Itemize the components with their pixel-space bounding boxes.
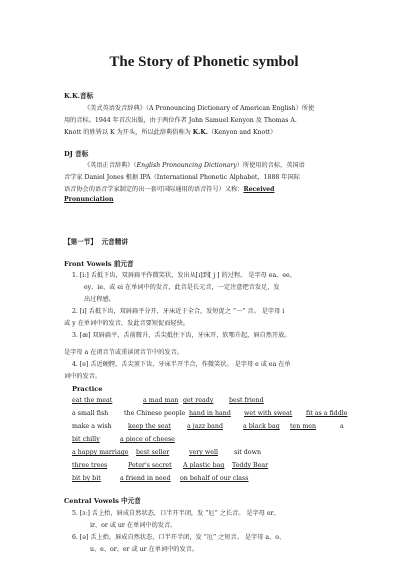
practice-phrase: eat the meat [72, 397, 113, 404]
practice-phrase: on behalf of our class [180, 475, 249, 482]
kk-line-3 [64, 127, 276, 136]
practice-phrase: keep the seat [128, 423, 171, 430]
practice-phrase: the Chinese people [124, 410, 186, 417]
practice-phrase: best friend [229, 397, 264, 404]
central-line-2: ir、or 或 ur 在单词中的发音。 [90, 522, 177, 529]
dj-line-3 [64, 184, 274, 193]
front-line-9: 词中的发音。 [64, 373, 102, 380]
practice-phrase: a mad man [143, 397, 179, 404]
kk-line-3-text: Knott 的姓皆以 K 为开头，所以此辞典俗称为 [64, 129, 193, 136]
practice-phrase: get ready [183, 397, 214, 404]
kk-line-3-end: （Kenyon and Knott） [207, 129, 277, 136]
practice-phrase: a jazz band [187, 423, 223, 430]
practice-phrase: a piece of cheese [120, 436, 175, 443]
front-line-4: 2. [ɪ] 舌抵下齿，双唇扁平分开，牙床近于全合，发短促之 “一” 音。 是字母 i [72, 308, 285, 315]
practice-phrase: Teddy Bear [232, 462, 269, 469]
front-line-5: 或 y 在单词中的发音，发此音要短促而轻快。 [64, 320, 189, 327]
practice-phrase: ten men [290, 423, 317, 430]
section-heading [64, 236, 128, 246]
practice-phrase: three trees [72, 462, 108, 469]
page-title: The Story of Phonetic symbol [109, 54, 299, 70]
dj-line-3-text: 语音协会的语音学家制定的出一套可国际通用的语音符号）又称： [64, 186, 244, 193]
dj-line-2: 音学家 Daniel Jones 根据 IPA（International Phonetic Alphabet，1888 年国际 [64, 174, 300, 181]
central-line-1: 5. [ɜː] 舌上抬，唇成自然状态，口半开半闭，发 “厄” 之长音。 是字母 er、 [72, 510, 280, 517]
practice-phrase: fit as a fiddle [306, 410, 348, 417]
front-line-1: 1. [iː] 舌抵下齿，双唇扁平作微笑状，发出从[ɪ]到[ j ] 的过程。 是字母 ea、ee、 [72, 272, 296, 279]
front-line-2: ey、ie、或 ei 在单词中的发音，此音是长元音，一定注意把音发足，发 [84, 284, 280, 291]
dj-received: Received [243, 186, 275, 193]
practice-phrase: a black bag [243, 423, 280, 430]
practice-phrase: make a wish [72, 423, 112, 430]
practice-phrase: best seller [136, 449, 170, 456]
practice-phrase: wet with sweat [244, 410, 293, 417]
practice-phrase: hand in hand [189, 410, 231, 417]
practice-phrase: bit chilly [72, 436, 100, 443]
practice-phrase: very well [189, 449, 218, 456]
practice-phrase: sit down [234, 449, 262, 456]
section-title: 元音精讲 [101, 238, 128, 246]
practice-phrase: a friend in need [120, 475, 171, 482]
section-bracket: 【第一节】 [64, 238, 97, 246]
front-line-6: 3. [æ] 双唇扁平，舌前微升，舌尖抵住下齿，牙床开，软鄂升起，唇自然开放。 [72, 332, 291, 339]
front-line-8: 4. [e] 舌近硬腭，舌尖顶下齿，牙床半开半合，作微笑状。 是字母 e 或 ea 在单 [72, 361, 291, 368]
dj-pronunciation: Pronunciation [64, 196, 114, 203]
central-line-4: u、e、or、er 或 ur 在单词中的发音。 [90, 546, 199, 553]
practice-phrase: Peter's secret [128, 462, 172, 469]
front-line-7: 是字母 a 在闭音节或重读闭音节中的发音。 [64, 349, 183, 356]
central-line-3: 6. [ə] 舌上抬，唇成自然状态，口半开半闭，发 “厄” 之短音。 是字母 a、o、 [72, 534, 286, 541]
kk-abbrev: K.K. [192, 129, 208, 136]
dj-line-1 [84, 160, 305, 169]
dj-line-1-end: ）所使用的音标，英国语 [236, 162, 305, 169]
dj-line-1-text: 《英语正音辞典》（ [84, 162, 137, 169]
dj-heading: DJ 音标 [64, 150, 89, 158]
kk-line-1: 《美式英语发音辞典》（A Pronouncing Dictionary of American English）所使 [84, 105, 315, 112]
practice-phrase: a happy marriage [72, 449, 129, 456]
kk-line-2: 用的音标。1944 年首次出版，由于两位作者 John Samuel Kenyon 及 Thomas A. [64, 117, 297, 124]
practice-phrase: A plastic bag [183, 462, 225, 469]
front-line-3: 出过程感。 [84, 296, 115, 303]
front-vowels-heading: Front Vowels 前元音 [64, 260, 134, 268]
kk-heading: K.K.音标 [64, 92, 94, 100]
dj-dictionary-name: English Pronouncing Dictionary [136, 162, 237, 169]
central-vowels-heading: Central Vowels 中元音 [64, 497, 141, 505]
practice-phrase: a [340, 423, 344, 430]
practice-heading: Practice [72, 385, 103, 393]
practice-phrase: bit by bit [72, 475, 101, 482]
practice-phrase: a small fish [72, 410, 109, 417]
